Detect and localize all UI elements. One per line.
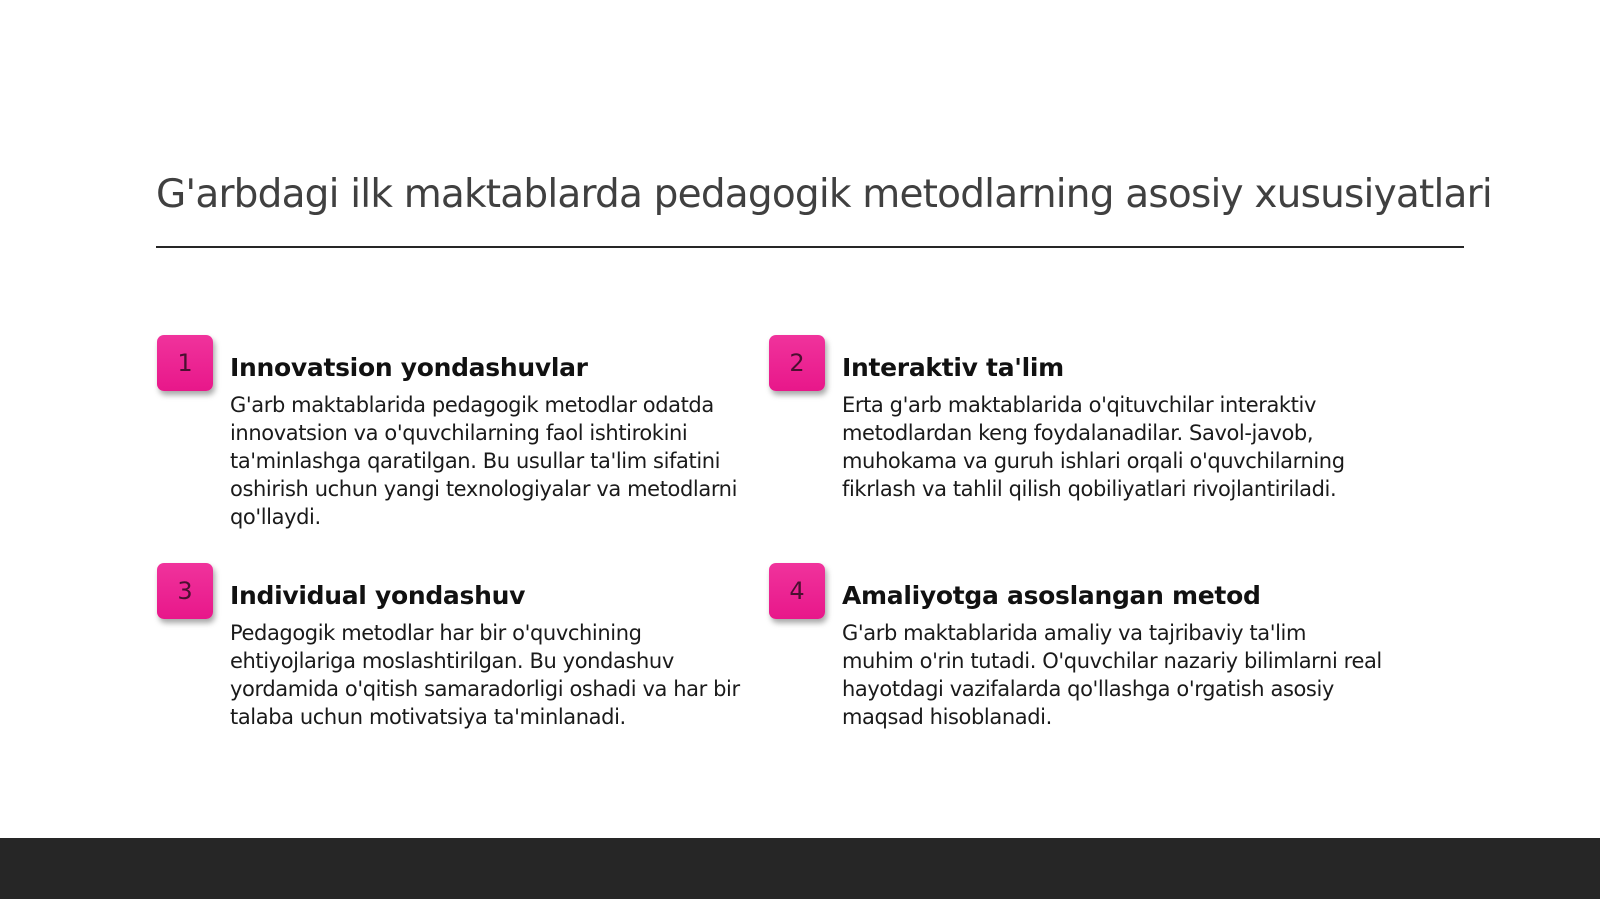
feature-heading-3: Individual yondashuv [230, 581, 526, 610]
title-divider [156, 246, 1464, 248]
slide-title: G'arbdagi ilk maktablarda pedagogik metodlarning asosiy xususiyatlari [156, 172, 1492, 217]
feature-heading-1: Innovatsion yondashuvlar [230, 353, 588, 382]
feature-body-2: Erta g'arb maktablarida o'qituvchilar interaktiv metodlardan keng foydalanadilar. Savol-javob, muhokama va guruh ishlari orqali o'quvchilarning fikrlash va tahlil qilish qobiliyatlari rivojlantiriladi. [842, 393, 1345, 501]
number-badge-3: 3 [157, 563, 213, 619]
feature-body-3: Pedagogik metodlar har bir o'quvchining ehtiyojlariga moslashtirilgan. Bu yondashuv yordamida o'qitish samaradorligi oshadi va har bir talaba uchun motivatsiya ta'minlanadi. [230, 621, 740, 729]
feature-body-1: G'arb maktablarida pedagogik metodlar odatda innovatsion va o'quvchilarning faol ishtirokini ta'minlashga qaratilgan. Bu usullar ta'lim sifatini oshirish uchun yangi texnologiyalar va metodlarni qo'llaydi. [230, 393, 738, 529]
feature-heading-4: Amaliyotga asoslangan metod [842, 581, 1261, 610]
feature-heading-2: Interaktiv ta'lim [842, 353, 1064, 382]
number-badge-2: 2 [769, 335, 825, 391]
number-badge-1: 1 [157, 335, 213, 391]
number-badge-4: 4 [769, 563, 825, 619]
footer-bar [0, 838, 1600, 899]
feature-body-4: G'arb maktablarida amaliy va tajribaviy ta'lim muhim o'rin tutadi. O'quvchilar nazariy bilimlarni real hayotdagi vazifalarda qo'llashga o'rgatish asosiy maqsad hisoblanadi. [842, 621, 1382, 729]
